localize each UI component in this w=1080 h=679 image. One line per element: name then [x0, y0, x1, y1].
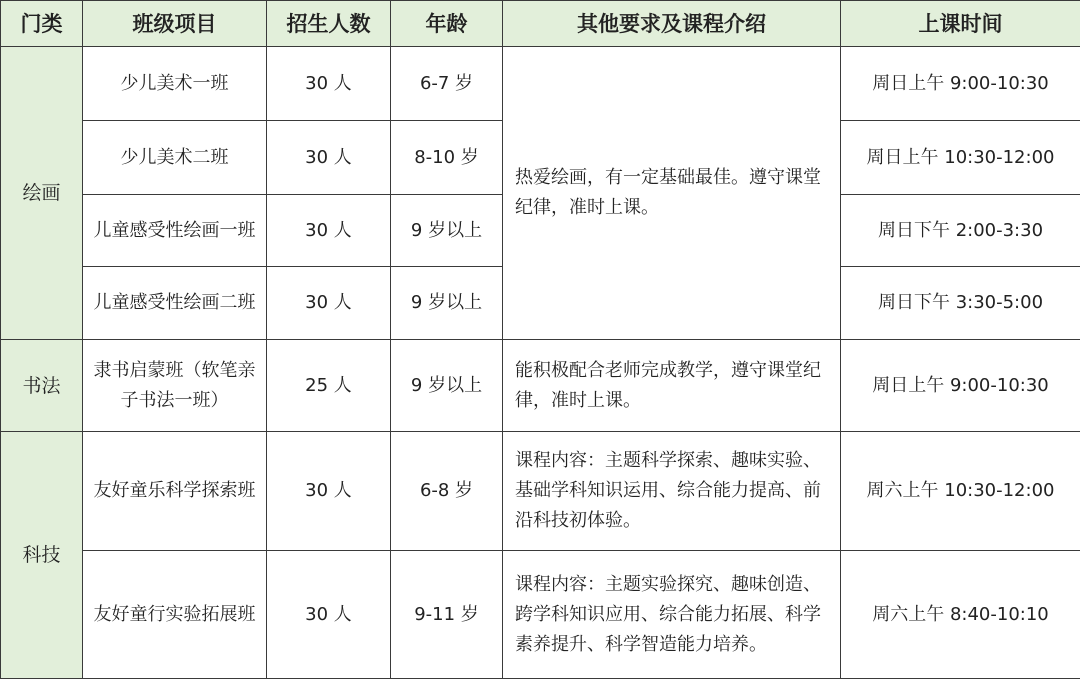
time-cell: 周六上午 10:30-12:00	[841, 432, 1080, 551]
class-name-cell: 友好童行实验拓展班	[83, 551, 267, 679]
class-name-cell: 友好童乐科学探索班	[83, 432, 267, 551]
category-calligraphy: 书法	[1, 340, 83, 432]
age-cell: 9 岁以上	[391, 340, 503, 432]
header-class-name: 班级项目	[83, 1, 267, 47]
category-technology: 科技	[1, 432, 83, 679]
table-row	[1, 340, 1080, 432]
age-cell: 6-8 岁	[391, 432, 503, 551]
age-cell: 9 岁以上	[391, 195, 503, 267]
enrollment-cell: 30 人	[267, 121, 391, 195]
time-cell: 周日下午 2:00-3:30	[841, 195, 1080, 267]
time-cell: 周日上午 9:00-10:30	[841, 47, 1080, 121]
age-cell: 9 岁以上	[391, 267, 503, 340]
enrollment-cell: 30 人	[267, 267, 391, 340]
table-row	[1, 432, 1080, 551]
enrollment-cell: 30 人	[267, 432, 391, 551]
header-category: 门类	[1, 1, 83, 47]
time-cell: 周日下午 3:30-5:00	[841, 267, 1080, 340]
age-cell: 9-11 岁	[391, 551, 503, 679]
time-cell: 周日上午 9:00-10:30	[841, 340, 1080, 432]
requirements-cell: 课程内容：主题实验探究、趣味创造、跨学科知识应用、综合能力拓展、科学素养提升、科学智造能力培养。	[503, 551, 841, 679]
table-row	[1, 551, 1080, 679]
time-cell: 周六上午 8:40-10:10	[841, 551, 1080, 679]
requirements-cell: 课程内容：主题科学探索、趣味实验、基础学科知识运用、综合能力提高、前沿科技初体验。	[503, 432, 841, 551]
class-name-cell: 儿童感受性绘画一班	[83, 195, 267, 267]
header-time: 上课时间	[841, 1, 1080, 47]
table-row	[1, 47, 1080, 121]
enrollment-cell: 25 人	[267, 340, 391, 432]
class-name-cell: 隶书启蒙班（软笔亲子书法一班）	[83, 340, 267, 432]
class-name-cell: 少儿美术二班	[83, 121, 267, 195]
category-painting: 绘画	[1, 47, 83, 340]
enrollment-cell: 30 人	[267, 47, 391, 121]
header-row	[1, 1, 1080, 47]
header-requirements: 其他要求及课程介绍	[503, 1, 841, 47]
class-name-cell: 儿童感受性绘画二班	[83, 267, 267, 340]
requirements-cell: 能积极配合老师完成教学，遵守课堂纪律，准时上课。	[503, 340, 841, 432]
class-name-cell: 少儿美术一班	[83, 47, 267, 121]
enrollment-cell: 30 人	[267, 551, 391, 679]
requirements-cell-painting: 热爱绘画，有一定基础最佳。遵守课堂纪律，准时上课。	[503, 47, 841, 340]
header-age: 年龄	[391, 1, 503, 47]
enrollment-cell: 30 人	[267, 195, 391, 267]
time-cell: 周日上午 10:30-12:00	[841, 121, 1080, 195]
age-cell: 8-10 岁	[391, 121, 503, 195]
age-cell: 6-7 岁	[391, 47, 503, 121]
header-enrollment: 招生人数	[267, 1, 391, 47]
